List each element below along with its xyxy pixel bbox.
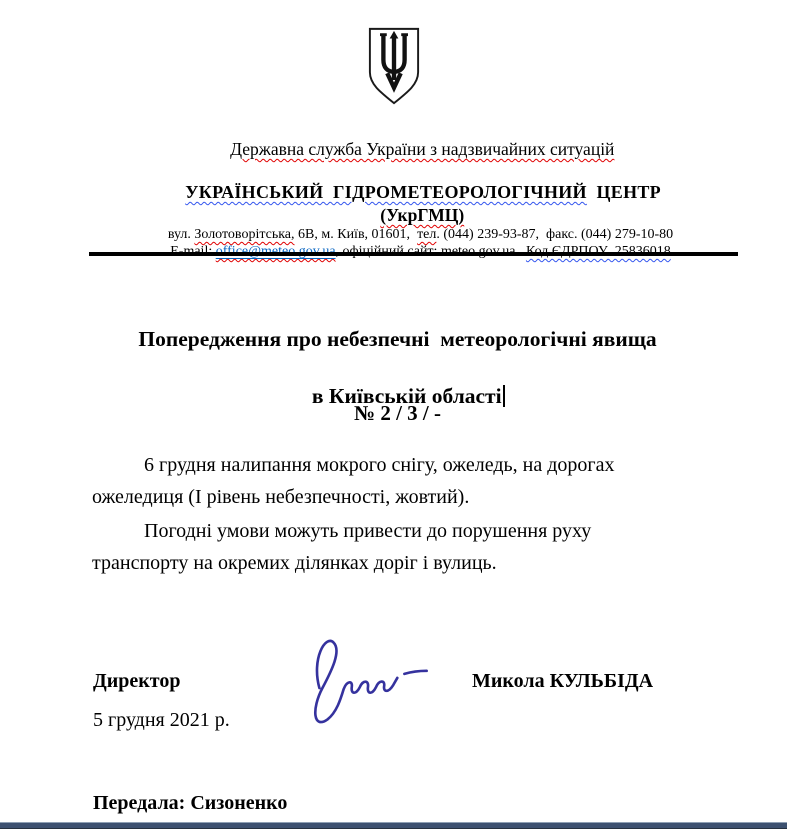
address-prefix: вул. bbox=[167, 227, 195, 242]
handwritten-signature bbox=[285, 630, 457, 738]
address-phones: . (044) 239-93-87, факс. (044) 279-10-80 bbox=[436, 227, 674, 242]
transmitted-by-line: Передала: Сизоненко bbox=[93, 792, 288, 814]
signer-name: Микола КУЛЬБІДА bbox=[472, 670, 654, 692]
organization-name-main: УКРАЇНСЬКИЙ ГІДРОМЕТЕОРОЛОГІЧНИЙ bbox=[185, 182, 587, 202]
body-paragraph-consequences: Погодні умови можуть привести до порушення руху транспорту на окремих ділянках доріг і вулиць. bbox=[92, 520, 592, 574]
address-mid: 6В, м. Київ, 01601, bbox=[294, 227, 418, 242]
address-street: Золотоворітська, bbox=[194, 227, 295, 242]
header-divider-rule bbox=[89, 252, 738, 256]
document-number: № 2 / 3 / - bbox=[353, 401, 441, 425]
document-date: 5 грудня 2021 р. bbox=[93, 709, 230, 731]
warning-title-line2-text: в Київській області bbox=[311, 384, 502, 408]
parent-organization-text: Державна служба України з надзвичайних ситуацій bbox=[230, 139, 615, 159]
signer-position: Директор bbox=[93, 670, 181, 692]
bottom-window-edge-bar bbox=[0, 822, 787, 829]
address-tel-word: тел bbox=[417, 227, 437, 242]
body-paragraph-weather: 6 грудня налипання мокрого снігу, ожеледь, на дорогах ожеледиця (І рівень небезпечності, жовтий). bbox=[92, 454, 615, 508]
organization-name-tail: ЦЕНТР bbox=[586, 182, 661, 202]
ukraine-trident-icon bbox=[363, 26, 425, 107]
organization-abbreviation: (УкрГМЦ) bbox=[380, 205, 465, 225]
emblem-container bbox=[0, 26, 787, 107]
warning-title-line1: Попередження про небезпечні метеорологічні явища bbox=[138, 327, 657, 351]
